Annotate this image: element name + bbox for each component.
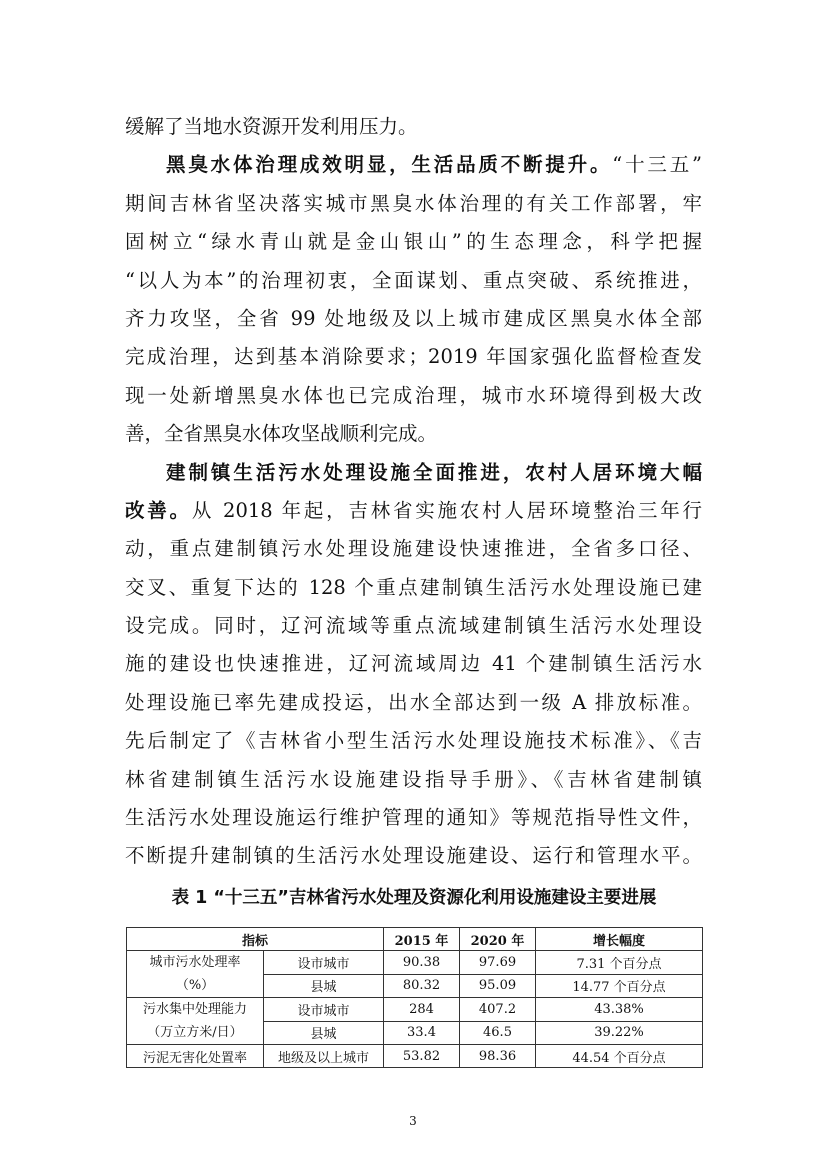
text-line <box>125 454 702 492</box>
value-2015: 80.32 <box>384 974 460 998</box>
header-growth: 增长幅度 <box>536 928 703 951</box>
value-2020: 95.09 <box>460 974 536 998</box>
text-line <box>125 530 702 568</box>
value-growth: 14.77 个百分点 <box>536 974 703 998</box>
header-2020: 2020 年 <box>460 928 536 951</box>
sub-label: 地级及以上城市 <box>264 1045 384 1068</box>
text-line <box>125 722 702 760</box>
value-2015: 284 <box>384 998 460 1022</box>
body-text-segment: 交叉、重复下达的 128 个重点建制镇生活污水处理设施已建 <box>125 575 702 599</box>
page-number: 3 <box>409 1114 417 1128</box>
body-text-segment: 固树立“绿水青山就是金山银山”的生态理念，科学把握 <box>125 230 702 254</box>
table-row <box>127 951 703 975</box>
body-text-segment: 不断提升建制镇的生活污水处理设施建设、运行和管理水平。 <box>125 844 702 868</box>
body-text-segment: 先后制定了《吉林省小型生活污水处理设施技术标准》、《吉 <box>125 729 702 753</box>
group-label-line: 污水集中处理能力 <box>142 1002 247 1017</box>
text-line <box>125 185 702 223</box>
value-2020: 97.69 <box>460 951 536 975</box>
body-text-segment: 设完成。同时，辽河流域等重点流域建制镇生活污水处理设 <box>125 614 702 638</box>
value-growth: 39.22% <box>536 1021 703 1045</box>
body-text-segment: 现一处新增黑臭水体也已完成治理，城市水环境得到极大改 <box>125 383 702 407</box>
text-line <box>125 300 702 338</box>
table-row <box>127 998 703 1022</box>
body-text-segment: 齐力攻坚，全省 99 处地级及以上城市建成区黑臭水体全部 <box>125 306 702 330</box>
text-line <box>125 377 702 415</box>
text-line <box>125 684 702 722</box>
text-line <box>125 837 702 875</box>
sub-label: 设市城市 <box>264 998 384 1022</box>
text-line <box>125 146 702 184</box>
value-2015: 90.38 <box>384 951 460 975</box>
header-2015: 2015 年 <box>384 928 460 951</box>
value-growth: 7.31 个百分点 <box>536 951 703 975</box>
text-line <box>125 492 702 530</box>
table-title: 表 1 “十三五”吉林省污水处理及资源化利用设施建设主要进展 <box>171 888 657 908</box>
text-line <box>125 223 702 261</box>
text-line <box>125 761 702 799</box>
value-2020: 46.5 <box>460 1021 536 1045</box>
sub-label: 设市城市 <box>264 951 384 975</box>
body-text-segment: 期间吉林省坚决落实城市黑臭水体治理的有关工作部署，牢 <box>125 191 702 215</box>
body-text-segment: 从 2018 年起，吉林省实施农村人居环境整治三年行 <box>191 498 702 522</box>
body-text-segment: 林省建制镇生活污水设施建设指导手册》、《吉林省建制镇 <box>125 767 702 791</box>
text-line <box>125 799 702 837</box>
group-label <box>127 951 264 998</box>
value-2015: 53.82 <box>384 1045 460 1068</box>
text-line <box>125 607 702 645</box>
body-text-segment: “以人为本”的治理初衷，全面谋划、重点突破、系统推进， <box>125 268 702 292</box>
value-growth: 44.54 个百分点 <box>536 1045 703 1068</box>
text-line <box>125 645 702 683</box>
table-header-row <box>127 928 703 951</box>
body-text-segment: 完成治理，达到基本消除要求；2019 年国家强化监督检查发 <box>125 345 702 369</box>
group-label-line: 城市污水处理率 <box>149 955 241 970</box>
group-label-unit: （万立方米/日） <box>147 1025 243 1040</box>
header-indicator: 指标 <box>127 928 384 951</box>
bold-heading-text: 黑臭水体治理成效明显，生活品质不断提升。 <box>166 153 613 177</box>
value-2015: 33.4 <box>384 1021 460 1045</box>
sub-label: 县城 <box>264 1021 384 1045</box>
progress-table <box>126 927 703 1068</box>
body-text-segment: 善，全省黑臭水体攻坚战顺利完成。 <box>125 422 438 446</box>
value-2020: 407.2 <box>460 998 536 1022</box>
text-line <box>125 569 702 607</box>
body-text-segment: 缓解了当地水资源开发利用压力。 <box>125 115 418 138</box>
group-label: 污泥无害化处置率 <box>127 1045 264 1068</box>
body-text-segment: 处理设施已率先建成投运，出水全部达到一级 A 排放标准。 <box>125 690 702 714</box>
body-text-segment: 生活污水处理设施运行维护管理的通知》等规范指导性文件， <box>125 806 702 830</box>
group-label-unit: （%） <box>175 978 215 993</box>
table-row <box>127 1045 703 1068</box>
sub-label: 县城 <box>264 974 384 998</box>
text-line <box>125 338 702 376</box>
bold-heading-text: 改善。 <box>125 498 192 522</box>
value-2020: 98.36 <box>460 1045 536 1068</box>
bold-heading-text: 建制镇生活污水处理设施全面推进，农村人居环境大幅 <box>166 460 702 484</box>
value-growth: 43.38% <box>536 998 703 1022</box>
text-line <box>125 415 702 453</box>
text-line <box>125 262 702 300</box>
body-text-segment: “十三五” <box>612 153 702 177</box>
body-text-segment: 动，重点建制镇污水处理设施建设快速推进，全省多口径、 <box>125 537 702 561</box>
text-line <box>125 108 702 146</box>
group-label <box>127 998 264 1045</box>
body-text-segment: 施的建设也快速推进，辽河流域周边 41 个建制镇生活污水 <box>125 652 702 676</box>
body-text <box>125 108 702 876</box>
